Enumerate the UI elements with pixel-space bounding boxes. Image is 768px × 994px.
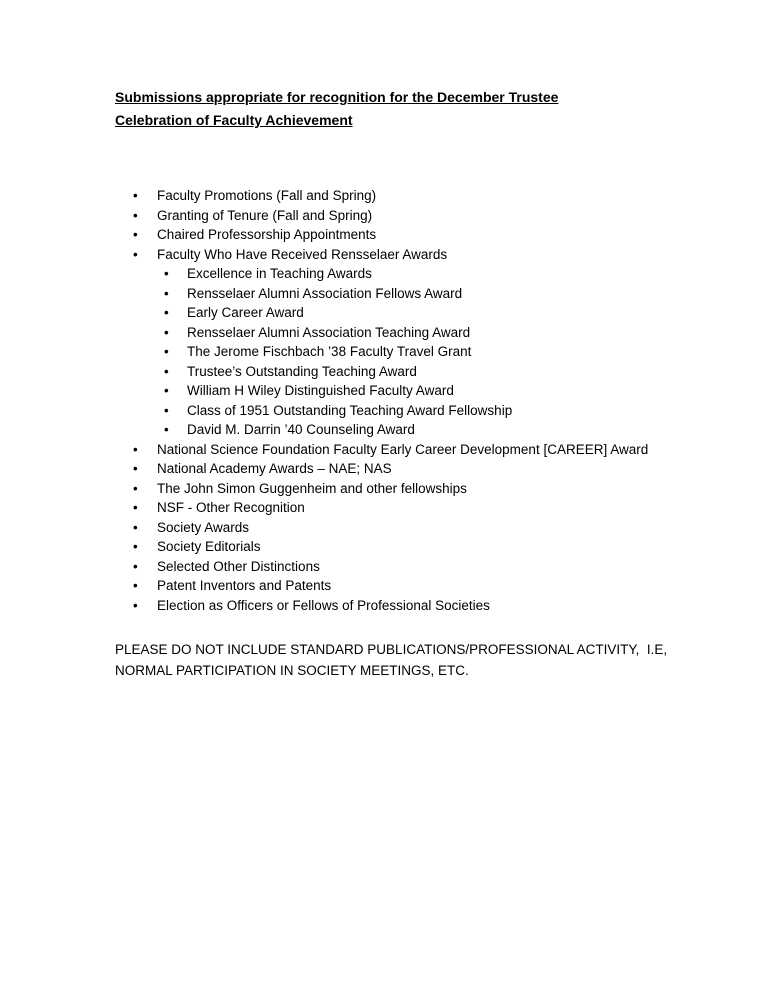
list-item-text: Faculty Who Have Received Rensselaer Awards	[157, 246, 448, 262]
document-title: Submissions appropriate for recognition for the December Trustee Celebration of Faculty Achievement	[115, 89, 559, 128]
list-item-text: National Science Foundation Faculty Early Career Development [CAREER] Award	[157, 441, 649, 457]
bullet-icon: •	[133, 558, 138, 574]
bullet-icon: •	[164, 305, 169, 320]
list-item	[115, 459, 708, 479]
sub-list-item	[115, 381, 708, 401]
sub-list-item-text: Early Career Award	[187, 305, 304, 320]
list-item	[115, 518, 708, 538]
sub-list-item-text: Rensselaer Alumni Association Teaching Award	[187, 324, 471, 340]
list-item	[115, 206, 708, 226]
bullet-icon: •	[164, 422, 169, 437]
bullet-icon: •	[164, 402, 169, 418]
list-item-text: National Academy Awards – NAE; NAS	[157, 461, 392, 476]
bullet-icon: •	[133, 227, 138, 242]
bullet-icon: •	[133, 441, 138, 457]
list-item-text: Faculty Promotions (Fall and Spring)	[157, 188, 377, 203]
list-item-text: Chaired Professorship Appointments	[157, 227, 377, 242]
list-item-text: Society Awards	[157, 519, 250, 535]
bullet-icon: •	[133, 480, 138, 496]
list-item	[115, 576, 708, 596]
list-item-text: Election as Officers or Fellows of Professional Societies	[157, 597, 490, 613]
list-item-text: Society Editorials	[157, 539, 261, 554]
bullet-icon: •	[133, 578, 138, 593]
bullet-icon: •	[133, 246, 138, 262]
sub-list-item	[115, 342, 708, 362]
sub-list-item-text: William H Wiley Distinguished Faculty Award	[187, 383, 454, 398]
sub-list-item-text: Excellence in Teaching Awards	[187, 266, 372, 281]
list-item	[115, 537, 708, 557]
sub-list-item	[115, 264, 708, 284]
sub-list-item-text: Trustee’s Outstanding Teaching Award	[187, 363, 417, 379]
bullet-icon: •	[164, 266, 169, 281]
bullet-icon: •	[133, 188, 138, 203]
list-item	[115, 596, 708, 616]
list-item-text: Selected Other Distinctions	[157, 558, 320, 574]
list-item	[115, 557, 708, 577]
bullet-icon: •	[133, 539, 138, 554]
bullet-icon: •	[133, 519, 138, 535]
sub-list-item-text: The Jerome Fischbach ’38 Faculty Travel Grant	[187, 344, 472, 359]
bullet-icon: •	[164, 363, 169, 379]
list-item-text: Granting of Tenure (Fall and Spring)	[157, 207, 373, 223]
list-item	[115, 245, 708, 440]
sub-list-item	[115, 362, 708, 382]
list-item-text: The John Simon Guggenheim and other fellowships	[157, 480, 467, 496]
sub-list-item	[115, 323, 708, 343]
bullet-icon: •	[164, 324, 169, 340]
sub-list-item	[115, 284, 708, 304]
list-item-text: Patent Inventors and Patents	[157, 578, 332, 593]
bullet-icon: •	[133, 461, 138, 476]
bullet-icon: •	[133, 207, 138, 223]
bullet-icon: •	[164, 344, 169, 359]
list-item	[115, 479, 708, 499]
list-item	[115, 440, 708, 460]
sub-list-item	[115, 420, 708, 440]
sub-list-item-text: Rensselaer Alumni Association Fellows Award	[187, 285, 463, 301]
list-item	[115, 225, 708, 245]
rensselaer-awards-sublist	[115, 264, 708, 440]
list-item	[115, 186, 708, 206]
bullet-icon: •	[133, 500, 138, 515]
footer-note: PLEASE DO NOT INCLUDE STANDARD PUBLICATIONS/PROFESSIONAL ACTIVITY, I.E, NORMAL PARTICIPATION IN SOCIETY MEETINGS, ETC.	[115, 642, 671, 678]
submission-list	[115, 186, 708, 615]
bullet-icon: •	[164, 285, 169, 301]
list-item-text: NSF - Other Recognition	[157, 500, 305, 515]
list-item	[115, 498, 708, 518]
bullet-icon: •	[164, 383, 169, 398]
sub-list-item-text: Class of 1951 Outstanding Teaching Award Fellowship	[187, 402, 513, 418]
sub-list-item	[115, 303, 708, 323]
bullet-icon: •	[133, 597, 138, 613]
sub-list-item-text: David M. Darrin ’40 Counseling Award	[187, 422, 415, 437]
sub-list-item	[115, 401, 708, 421]
